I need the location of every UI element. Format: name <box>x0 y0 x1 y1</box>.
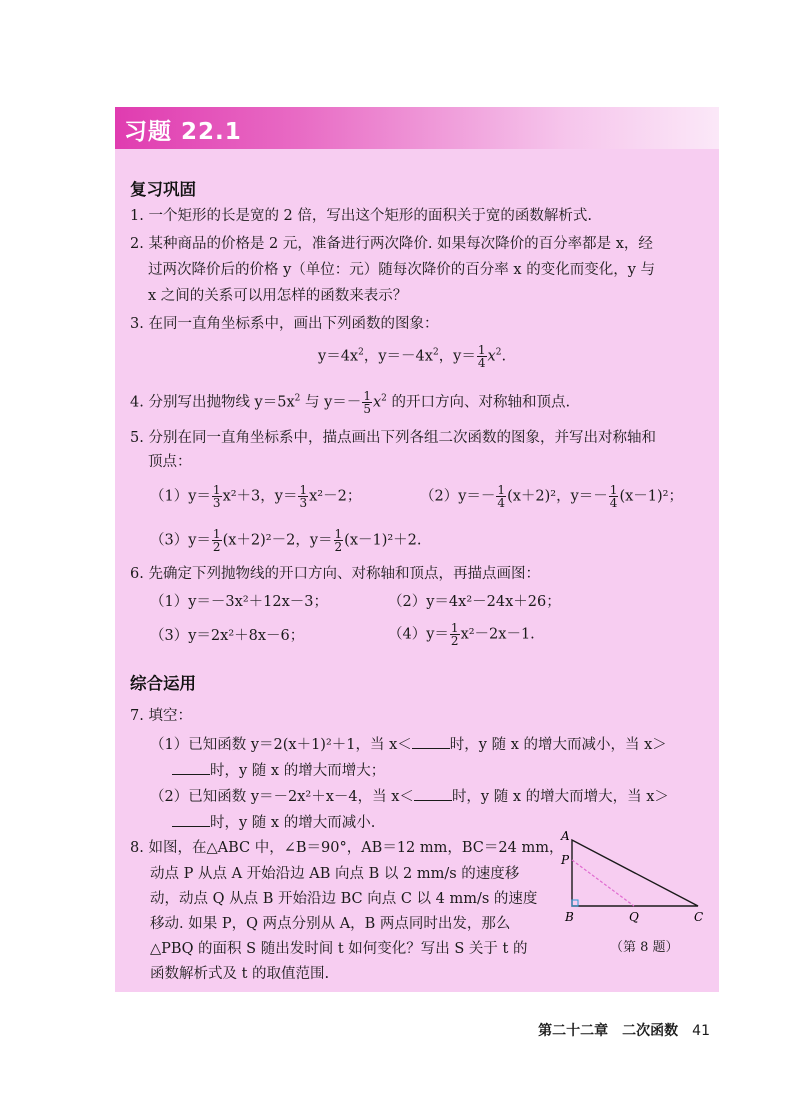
section-application-title: 综合运用 <box>130 674 196 693</box>
problem-2-line-3: x 之间的关系可以用怎样的函数来表示？ <box>148 288 408 304</box>
label-c: C <box>694 910 704 924</box>
figure-caption: （第 8 题） <box>610 940 679 955</box>
chapter-title: 第二十二章 二次函数 <box>538 1023 679 1039</box>
page-number: 41 <box>692 1023 710 1039</box>
fraction-one-half: $\frac{1}{2}$ <box>334 527 343 554</box>
triangle-abc <box>572 840 698 906</box>
problem-8-line-6: 函数解析式及 t 的取值范围. <box>150 966 330 982</box>
label-a: A <box>561 829 570 843</box>
problem-6-part-3: （3）y＝2x²＋8x－6； <box>150 628 305 644</box>
problem-6-part-4: （4）y＝ $\frac{1}{2}$ x²－2x－1. <box>388 621 535 648</box>
problem-1: 1. 一个矩形的长是宽的 2 倍，写出这个矩形的面积关于宽的函数解析式. <box>130 208 592 224</box>
problem-5-line-2: 顶点： <box>148 454 192 470</box>
problem-8-line-2: 动点 P 从点 A 开始沿边 AB 向点 B 以 2 mm/s 的速度移 <box>150 866 520 882</box>
fraction-one-half: $\frac{1}{2}$ <box>212 527 221 554</box>
problem-2-line-2: 过两次降价后的价格 y（单位：元）随每次降价的百分率 x 的变化而变化，y 与 <box>148 262 655 278</box>
answer-blank[interactable] <box>172 812 210 827</box>
problem-5-line-1: 5. 分别在同一直角坐标系中，描点画出下列各组二次函数的图象，并写出对称轴和 <box>130 430 656 446</box>
label-p: P <box>561 853 570 867</box>
answer-blank[interactable] <box>172 760 210 775</box>
problem-6-part-2: （2）y＝4x²－24x＋26； <box>388 594 561 610</box>
problem-7-part-1-line-2: 时，y 随 x 的增大而增大； <box>172 760 385 781</box>
exercise-title: 习题 22.1 <box>124 119 242 145</box>
fraction-one-third: $\frac{1}{3}$ <box>212 483 221 510</box>
problem-5-part-1: （1）y＝ $\frac{1}{3}$ x²＋3，y＝ $\frac{1}{3}$ x²－2； <box>150 483 362 510</box>
problem-3: 3. 在同一直角坐标系中，画出下列函数的图象： <box>130 316 439 332</box>
problem-7-part-2-line-1: （2）已知函数 y＝－2x²＋x－4，当 x＜ 时，y 随 x 的增大而增大，当 x＞ <box>150 786 669 807</box>
page-footer <box>538 1020 710 1040</box>
problem-7-part-1-line-1: （1）已知函数 y＝2(x＋1)²＋1，当 x＜ 时，y 随 x 的增大而减小，当 x＞ <box>150 734 667 755</box>
problem-7-part-2-line-2: 时，y 随 x 的增大而减小. <box>172 812 375 833</box>
problem-7: 7. 填空： <box>130 708 192 724</box>
fraction-one-third: $\frac{1}{3}$ <box>299 483 308 510</box>
fraction-one-fifth: $\frac{1}{5}$ <box>363 389 371 416</box>
problem-8-line-3: 动，动点 Q 从点 B 开始沿边 BC 向点 C 以 4 mm/s 的速度 <box>150 891 538 907</box>
problem-6: 6. 先确定下列抛物线的开口方向、对称轴和顶点，再描点画图： <box>130 566 540 582</box>
problem-8-line-4: 移动. 如果 P，Q 两点分别从 A，B 两点同时出发，那么 <box>150 916 511 932</box>
problem-4: 4. 分别写出抛物线 $y=5x^2$ 与 y＝－ $\frac{1}{5}$ $x^2$ 的开口方向、对称轴和顶点. <box>130 389 571 416</box>
answer-blank[interactable] <box>414 786 452 801</box>
label-b: B <box>565 910 574 924</box>
fraction-one-quarter: $\frac{1}{4}$ <box>477 343 486 370</box>
triangle-figure <box>556 828 706 928</box>
fraction-one-half: $\frac{1}{2}$ <box>450 621 459 648</box>
label-q: Q <box>629 910 639 924</box>
problem-5-part-2: （2）y＝－ $\frac{1}{4}$ (x＋2)²，y＝－ $\frac{1}{4}$ (x－1)²； <box>420 483 683 510</box>
problem-8-line-5: △PBQ 的面积 S 随出发时间 t 如何变化？写出 S 关于 t 的 <box>150 941 528 957</box>
fraction-one-quarter: $\frac{1}{4}$ <box>609 483 618 510</box>
answer-blank[interactable] <box>412 734 450 749</box>
problem-3-equations: $y=4x^2$，$y=-4x^2$，y＝ $\frac{1}{4}$ $x^2$. <box>318 343 507 370</box>
problem-6-part-1: （1）y＝－3x²＋12x－3； <box>150 594 328 610</box>
right-angle-mark <box>572 900 578 906</box>
problem-8-line-1: 8. 如图，在△ABC 中，∠B＝90°，AB＝12 mm，BC＝24 mm， <box>130 840 564 856</box>
section-review-title: 复习巩固 <box>130 180 196 199</box>
problem-2-line-1: 2. 某种商品的价格是 2 元，准备进行两次降价. 如果每次降价的百分率都是 x，经 <box>130 236 653 252</box>
problem-5-part-3: （3）y＝ $\frac{1}{2}$ (x＋2)²－2，y＝ $\frac{1}{2}$ (x－1)²＋2. <box>150 527 422 554</box>
fraction-one-quarter: $\frac{1}{4}$ <box>497 483 506 510</box>
